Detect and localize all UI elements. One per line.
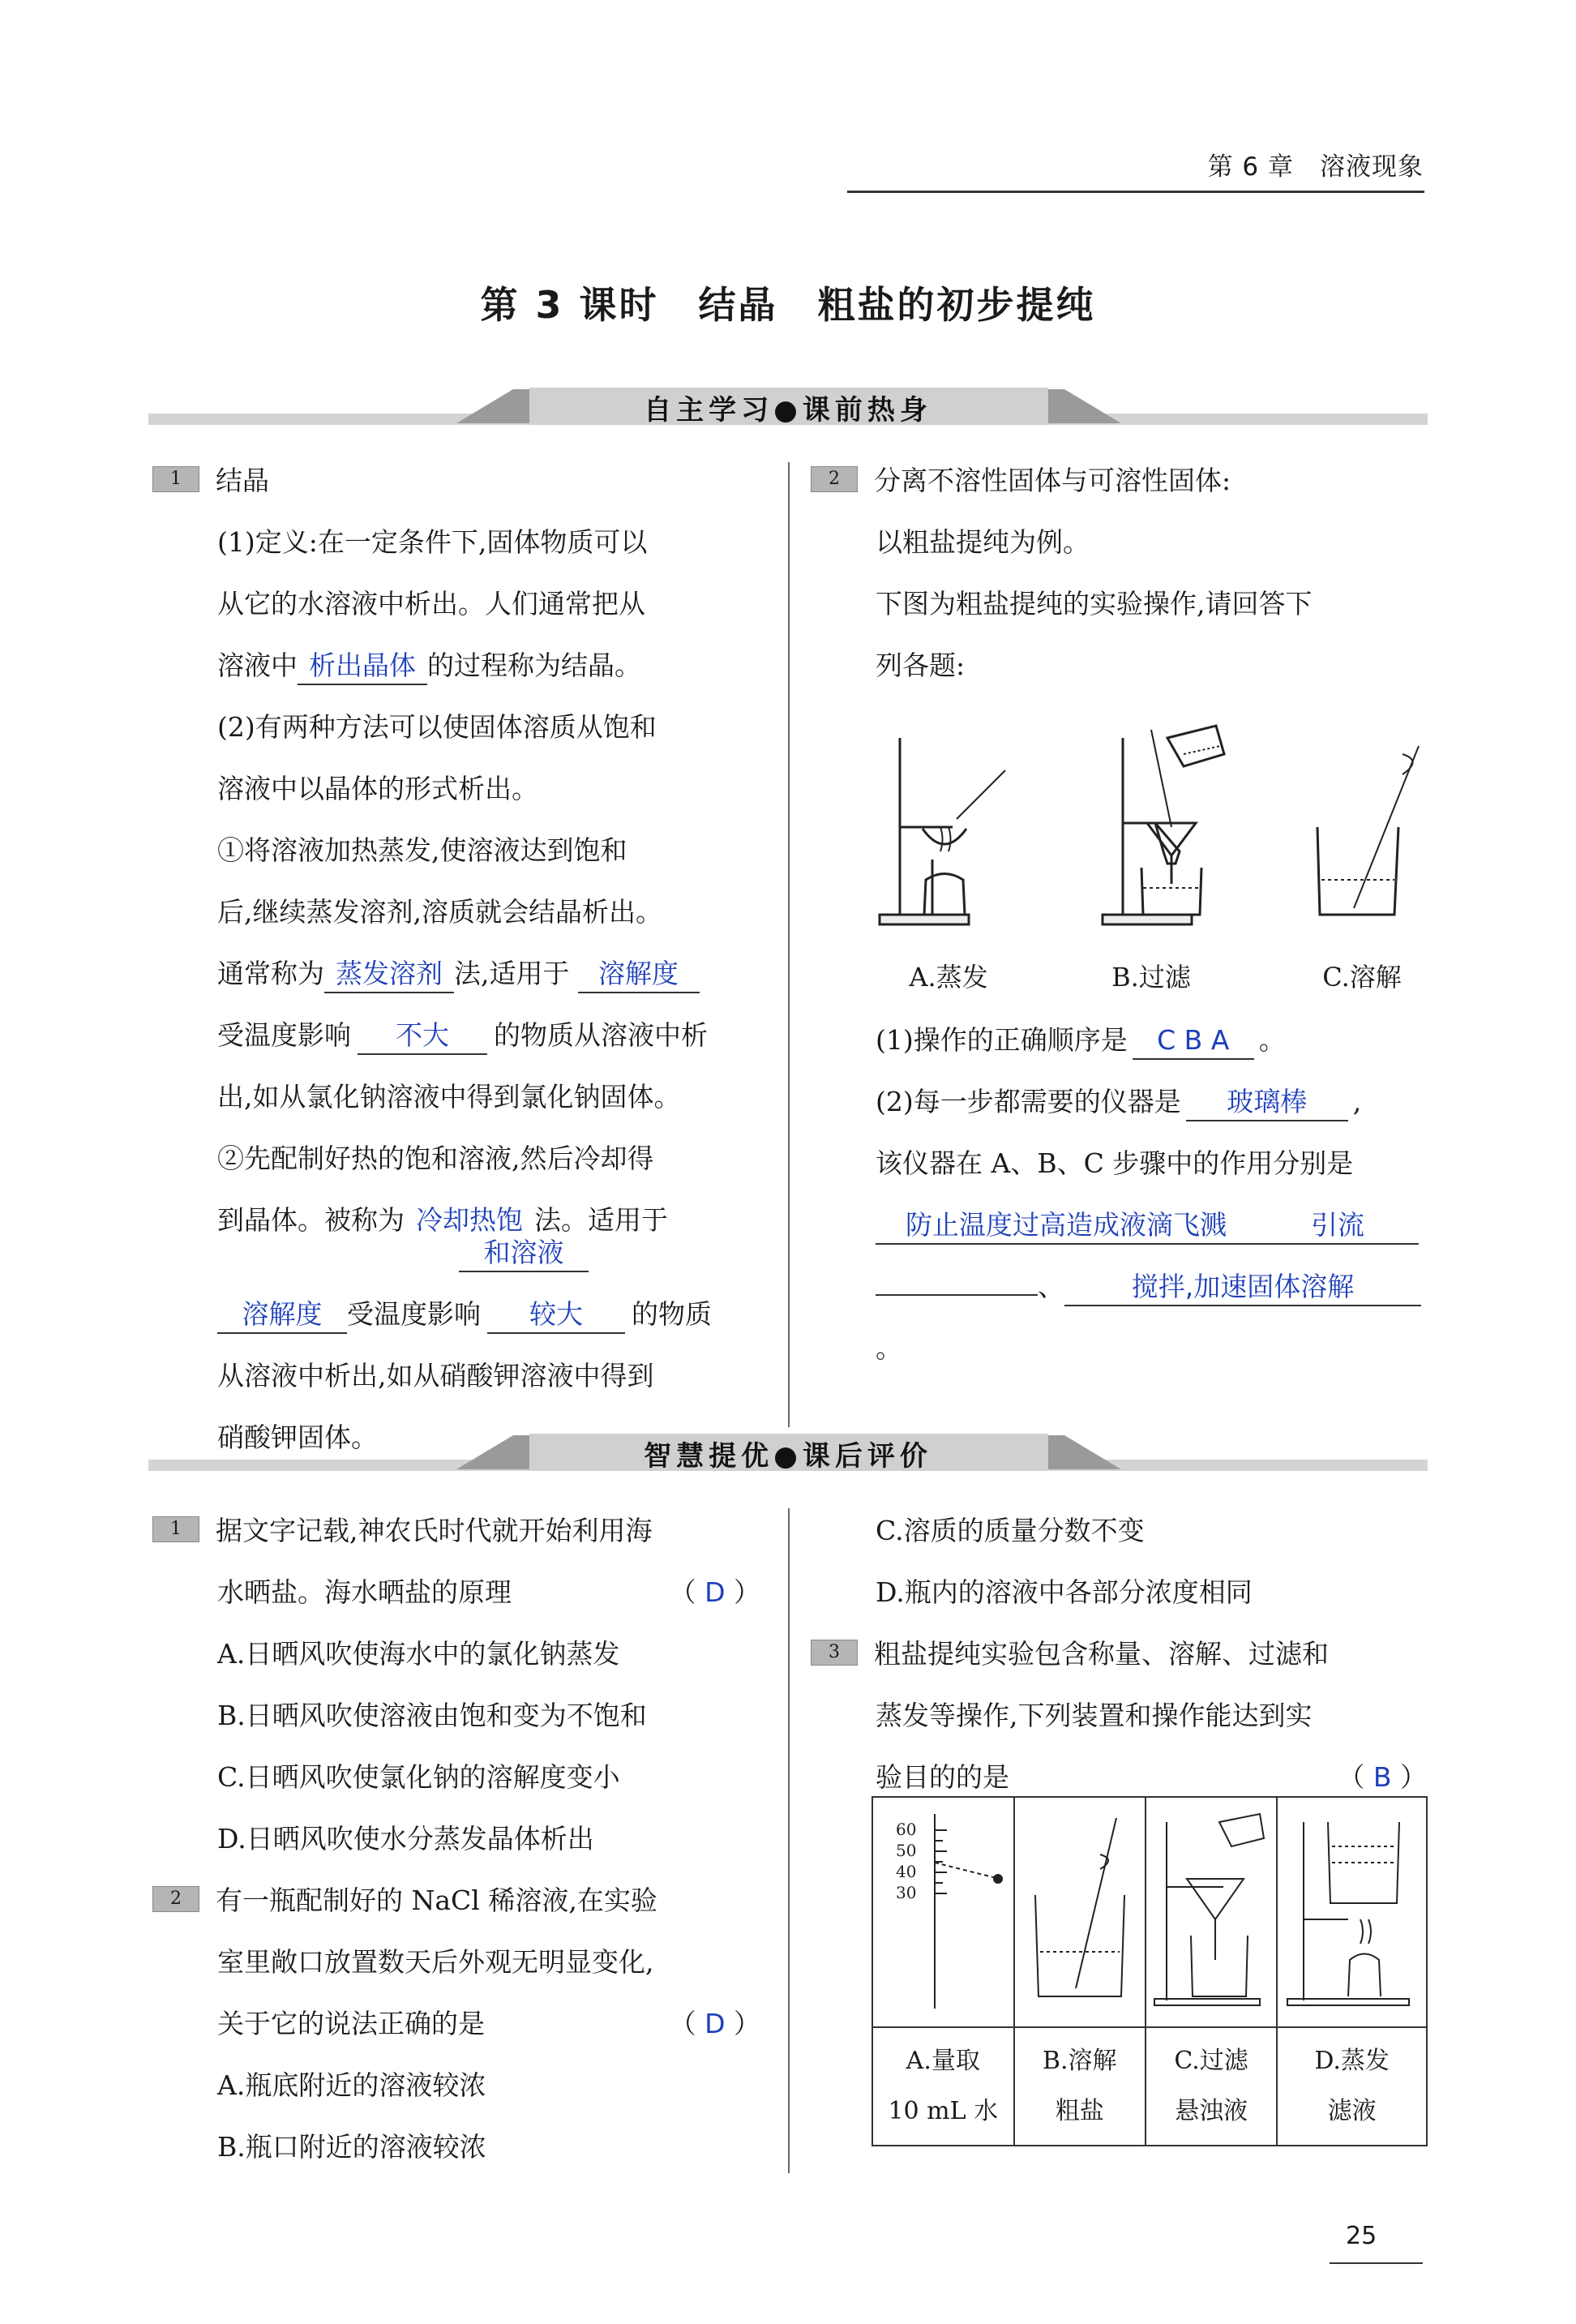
answer-blank: 溶解度 <box>217 1297 347 1334</box>
answer-paren: （ D ） <box>669 1576 760 1608</box>
option-d-label: D.蒸发 <box>1314 2047 1390 2075</box>
text-line: (2)有两种方法可以使固体溶质从饱和 <box>217 711 657 743</box>
text-span: 通常称为 <box>217 958 324 989</box>
header-rule <box>847 191 1424 193</box>
answer-blank: 防止温度过高造成液滴飞溅 <box>876 1207 1257 1245</box>
text-line: 下图为粗盐提纯的实验操作,请回答下 <box>876 588 1313 620</box>
text-span: 、 <box>1038 1271 1064 1302</box>
answer-choice: B <box>1373 1761 1392 1793</box>
empty-blank <box>876 1294 1038 1296</box>
chapter-header: 第 6 章 溶液现象 <box>1207 152 1424 182</box>
option-a-figure <box>872 1797 1014 2027</box>
text-span: 到晶体。被称为 <box>217 1204 405 1236</box>
cylinder-reading-figure <box>878 1798 1008 2009</box>
section-banner-post <box>148 1427 1428 1484</box>
banner-title-pre: 自主学习●课前热身 <box>644 394 932 427</box>
text-span: , <box>1352 1086 1362 1117</box>
cylinder-tick: 50 <box>896 1841 917 1860</box>
option-c: C.日晒风吹使氯化钠的溶解度变小 <box>217 1761 620 1793</box>
question-text: 室里敞口放置数天后外观无明显变化, <box>217 1946 654 1978</box>
question-text: 关于它的说法正确的是 <box>217 2008 485 2039</box>
lesson-title: 第 3 课时 结晶 粗盐的初步提纯 <box>480 283 1096 327</box>
text-line: (1)定义:在一定条件下,固体物质可以 <box>217 526 648 558</box>
option-b-label-2: 粗盐 <box>1055 2097 1104 2125</box>
page-number: 25 <box>1346 2222 1377 2250</box>
text-span: (1)操作的正确顺序是 <box>876 1024 1128 1056</box>
option-b: B.瓶口附近的溶液较浓 <box>217 2131 486 2163</box>
post-question-3 <box>811 1623 1435 1808</box>
banner-title-post: 智慧提优●课后评价 <box>644 1440 932 1473</box>
question-text: 据文字记载,神农氏时代就开始利用海 <box>216 1515 653 1546</box>
text-line: 从溶液中析出,如从硝酸钾溶液中得到 <box>217 1360 654 1391</box>
text-span: 溶液中 <box>217 650 298 681</box>
figure-caption-c: C.溶解 <box>1322 962 1402 993</box>
pre-question-2-subquestions <box>876 1010 1435 1379</box>
text-line: 从它的水溶液中析出。人们通常把从 <box>217 588 645 620</box>
option-a: A.瓶底附近的溶液较浓 <box>217 2069 486 2101</box>
text-span: 法,适用于 <box>454 958 570 989</box>
pre-question-2 <box>811 450 1435 697</box>
cylinder-tick: 40 <box>896 1862 917 1881</box>
text-span: 的过程称为结晶。 <box>427 650 641 681</box>
text-line: 以粗盐提纯为例。 <box>876 526 1090 558</box>
text-line: 列各题: <box>876 650 966 681</box>
text-span: 的物质 <box>632 1298 712 1330</box>
text-span: 受温度影响 <box>217 1019 351 1051</box>
answer-paren: （ D ） <box>669 2008 760 2039</box>
text-span: 受温度影响 <box>347 1298 481 1330</box>
figure-caption-b: B.过滤 <box>1111 962 1191 993</box>
text-line: 出,如从氯化钠溶液中得到氯化钠固体。 <box>217 1081 681 1113</box>
text-span: 。 <box>1258 1024 1286 1056</box>
option-a-label-2: 10 mL 水 <box>888 2097 999 2125</box>
question-text: 粗盐提纯实验包含称量、溶解、过滤和 <box>874 1638 1329 1670</box>
question-text: 蒸发等操作,下列装置和操作能达到实 <box>876 1700 1313 1731</box>
answer-blank: 溶解度 <box>578 956 700 993</box>
option-d: D.瓶内的溶液中各部分浓度相同 <box>876 1576 1253 1608</box>
answer-blank: 引流 <box>1257 1207 1419 1245</box>
apparatus-figure <box>876 722 1435 933</box>
question-number-badge: 1 <box>152 466 199 492</box>
option-d-label-2: 滤液 <box>1327 2097 1377 2125</box>
evaporation-figure <box>1283 1798 1421 2009</box>
option-a-label: A.量取 <box>906 2047 980 2075</box>
question-text: 有一瓶配制好的 NaCl 稀溶液,在实验 <box>216 1884 657 1916</box>
option-c-figure <box>1146 1797 1277 2027</box>
option-b-label: B.溶解 <box>1042 2047 1117 2075</box>
text-span: 法。适用于 <box>534 1204 668 1236</box>
post-question-2-continued <box>811 1500 1435 1623</box>
text-line: 后,继续蒸发溶剂,溶质就会结晶析出。 <box>217 896 662 928</box>
text-line: 溶液中以晶体的形式析出。 <box>217 773 538 804</box>
question-number-badge: 1 <box>152 1516 199 1542</box>
option-c-label-2: 悬浊液 <box>1175 2097 1248 2125</box>
text-span: (2)每一步都需要的仪器是 <box>876 1086 1181 1117</box>
answer-paren: （ B ） <box>1338 1761 1427 1793</box>
figure-caption-a: A.蒸发 <box>909 962 988 993</box>
section-banner-pre <box>148 381 1428 438</box>
answer-blank: 析出晶体 <box>298 648 427 685</box>
option-a: A.日晒风吹使海水中的氯化钠蒸发 <box>217 1638 620 1670</box>
answer-choice: D <box>704 1576 726 1608</box>
answer-blank: 蒸发溶剂 <box>324 956 454 993</box>
answer-blank: 玻璃棒 <box>1186 1084 1348 1121</box>
dissolving-figure <box>1019 1798 1141 2009</box>
text-span: 。 <box>876 1332 902 1364</box>
text-line: 该仪器在 A、B、C 步骤中的作用分别是 <box>876 1147 1354 1179</box>
cylinder-tick: 60 <box>896 1820 917 1839</box>
options-table <box>872 1796 1428 2146</box>
answer-choice: D <box>704 2008 726 2039</box>
text-line: ②先配制好热的饱和溶液,然后冷却得 <box>217 1143 654 1174</box>
option-b: B.日晒风吹使溶液由饱和变为不饱和 <box>217 1700 647 1731</box>
answer-blank: C B A <box>1133 1023 1254 1060</box>
option-d-figure <box>1277 1797 1427 2027</box>
answer-blank: 搅拌,加速固体溶解 <box>1064 1269 1421 1306</box>
filtration-figure <box>1150 1798 1272 2009</box>
answer-blank: 冷却热饱 <box>416 1204 523 1236</box>
answer-blank-continued: 和溶液 <box>459 1235 589 1272</box>
answer-blank: 较大 <box>487 1297 625 1334</box>
page-number-rule <box>1330 2262 1423 2264</box>
column-divider-pre <box>788 462 790 1427</box>
question-number-badge: 3 <box>811 1640 858 1666</box>
question-number-badge: 2 <box>811 466 858 492</box>
question-number-badge: 2 <box>152 1886 199 1912</box>
option-b-figure <box>1014 1797 1146 2027</box>
post-question-2 <box>152 1870 769 2178</box>
text-span: 的物质从溶液中析 <box>494 1019 708 1051</box>
question-text: 验目的的是 <box>876 1761 1009 1793</box>
option-c: C.溶质的质量分数不变 <box>876 1515 1145 1546</box>
pre-question-1 <box>152 450 769 1469</box>
post-question-1 <box>152 1500 769 1870</box>
question-text: 水晒盐。海水晒盐的原理 <box>217 1576 512 1608</box>
column-divider-post <box>788 1508 790 2173</box>
option-d: D.日晒风吹使水分蒸发晶体析出 <box>217 1823 594 1854</box>
question-title: 分离不溶性固体与可溶性固体: <box>874 465 1231 496</box>
cylinder-tick: 30 <box>896 1883 917 1902</box>
answer-blank: 不大 <box>358 1018 487 1055</box>
text-line: ①将溶液加热蒸发,使溶液达到饱和 <box>217 834 627 866</box>
question-title: 结晶 <box>216 465 269 496</box>
option-c-label: C.过滤 <box>1174 2047 1248 2075</box>
text-line: 硝酸钾固体。 <box>217 1421 378 1453</box>
